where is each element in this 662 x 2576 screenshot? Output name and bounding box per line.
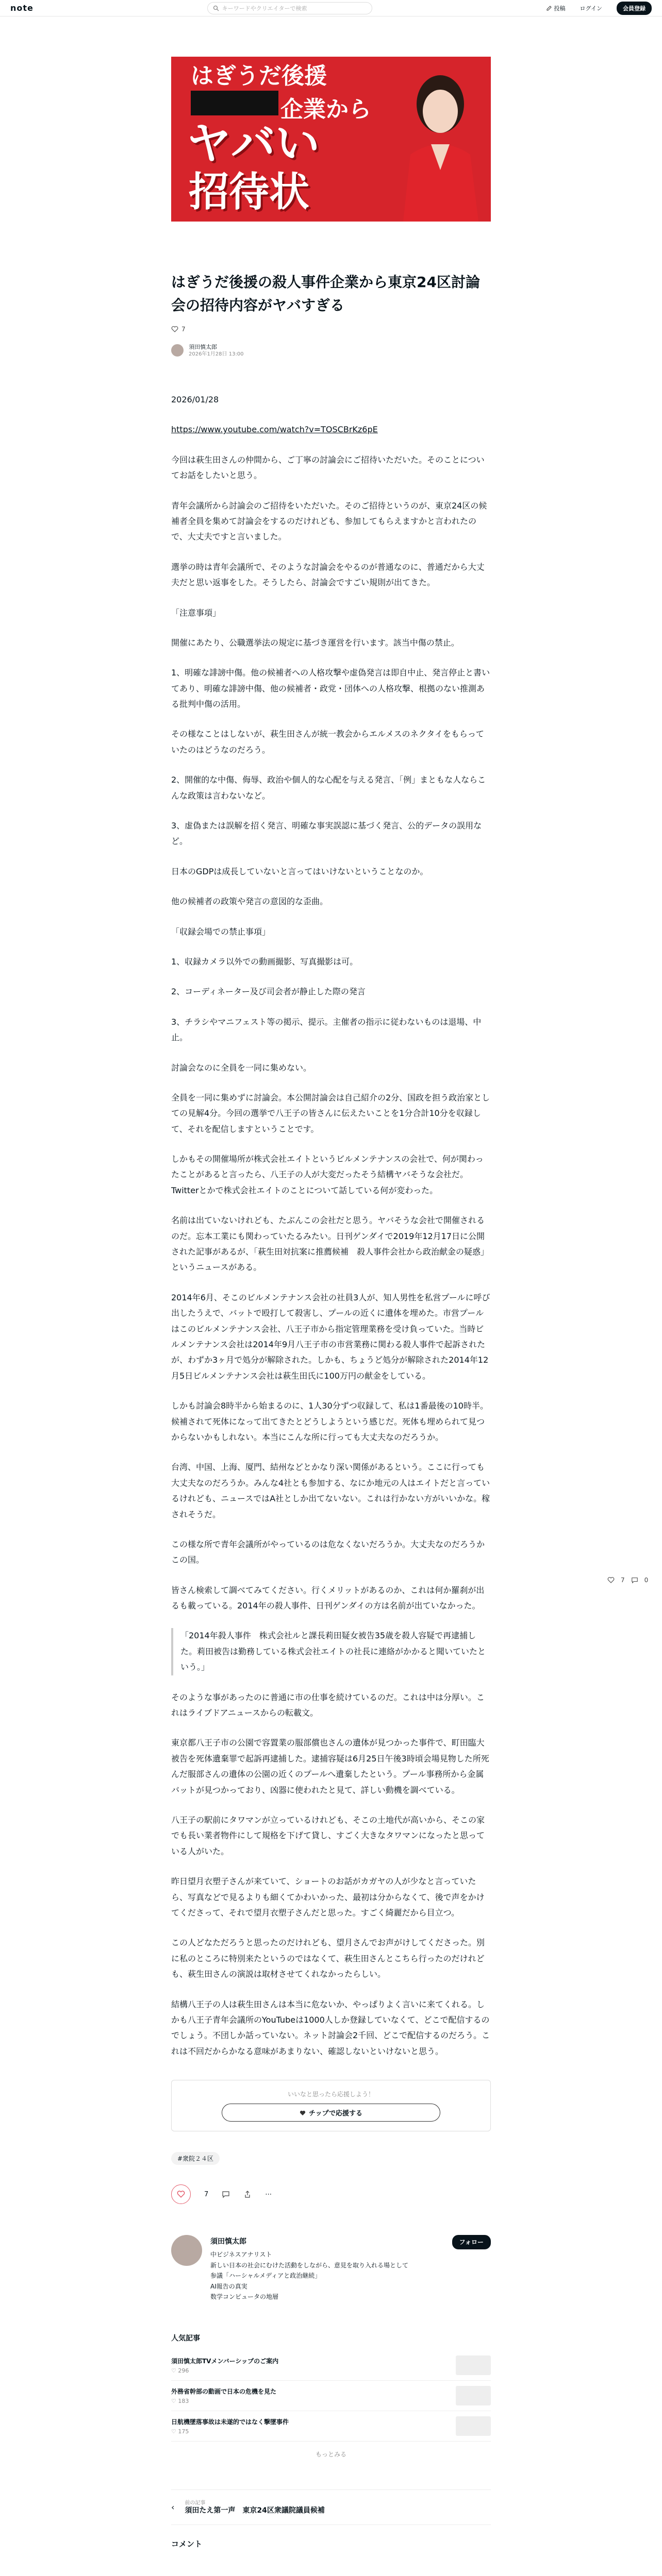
follow-button[interactable]: フォロー: [452, 2235, 491, 2249]
blockquote: 「2014年殺人事件 株式会社ルと課長莉田疑女被告35歳を殺人容疑で再逮捕した。莉田被告は勤務している株式会社エイトの社長に連絡がかかると聞いていたという。」: [171, 1628, 491, 1675]
search-box[interactable]: [207, 2, 372, 14]
search-icon: [213, 5, 219, 11]
paragraph: しかも討論会8時半から始まるのに、1人30分ずつ収録して、私は1番最後の10時半。候補されて死体になって出てきたとどうしようという感じだ。死体も埋められて見つからないかもしれない。本当にこんな所に行っても大丈夫なのだろうか。: [171, 1401, 488, 1442]
like-count: 7: [204, 2190, 209, 2198]
paragraph: 青年会議所から討論会のご招待をいただいた。そのご招待というのが、東京24区の候補者全員を集めて討論会をするのだけれども、参加してもらえますかと言われたので、大丈夫ですと言いました。: [171, 500, 487, 542]
thumbnail: [456, 2416, 491, 2436]
paragraph: 「収録会場での禁止事項」: [171, 926, 271, 937]
hero-image: [171, 57, 491, 222]
popular-item-likes: ♡ 183: [171, 2398, 189, 2405]
comment-icon[interactable]: [222, 2190, 230, 2198]
paragraph: 日本のGDPは成長していないと言ってはいけないということなのか。: [171, 866, 428, 876]
paragraph: 東京都八王子市の公園で容置業の服部償也さんの遺体が見つかった事件で、町田臨大被告を死体遺棄罪で起訴再逮捕した。逮捕容疑は6月25日午後3時頃会場見物した所死んだ服部さんの遺体の公園の近くのプールへ遺棄したという。プール事務所から金属バットが見つかっており、凶器に使われたと見て、詳しい動機を調べている。: [171, 1738, 489, 1795]
popular-title: 人気記事: [171, 2334, 200, 2343]
more-link[interactable]: もっとみる: [315, 2451, 346, 2459]
paragraph: 結構八王子の人は萩生田さんは本当に危ないか、やっぱりよく言いに来てくれる。しかも八王子青年会議所のYouTubeは1000人しか登録していなくて、どこで配信するのでしょう。不団しか話っていない。ネット討論会2千回、どこで配信するのだろう。これは不回だからかなる意味があまりない、確認しないといけないと思う。: [171, 1999, 490, 2056]
publish-date: 2026年1月28日 13:00: [189, 351, 244, 357]
paragraph: この人どなただろうと思ったのだけれども、望月さんでお声がけしてくださった。別に私のところに特別来たというのではなくて、萩生田さんとこちら行ったのだけれども、萩生田さんの演説は取材させてくれなかったらしい。: [171, 1938, 485, 1979]
paragraph: そのような事があったのに普通に市の仕事を続けているのだ。これは中は分厚い。これはライブドアニュースからの転載文。: [171, 1692, 485, 1718]
hero-redaction: [191, 91, 278, 115]
post-label: 投稿: [554, 5, 566, 12]
popular-item[interactable]: [171, 2381, 491, 2411]
heart-icon: [177, 2190, 185, 2198]
paragraph: 3、虚偽または誤解を招く発言、明確な事実誤認に基づく発言、公的データの誤用など。: [171, 821, 482, 846]
hashtag[interactable]: #衆院２４区: [171, 2152, 220, 2165]
thumbnail: [456, 2386, 491, 2405]
prev-title: 須田たえ第一声 東京24区衆議院議員候補: [185, 2506, 325, 2515]
popular-item-title: 日航機墜落事故は未遂的ではなく撃墜事件: [171, 2418, 289, 2426]
paragraph: 皆さん検索して調べてみてください。行くメリットがあるのか、これは何か羅刹が出るも載っている。2014年の殺人事件、日刊ゲンダイの方は名前が出ていなかった。: [171, 1585, 485, 1611]
bio-line: 参議「ハーシャルメディアと政治継続」: [210, 2272, 321, 2280]
paragraph: その様なことはしないが、萩生田さんが統一教会からエルメスのネクタイをもらっていたのはどうなのだろう。: [171, 729, 484, 755]
bio-line: AI報告の真実: [210, 2282, 247, 2290]
hero-line1: はぎうだ後援: [191, 63, 327, 89]
paragraph: 昨日望月衣塑子さんが来ていて、ショートのお話がカガヤの人が少なと言っていたら、写真などで見るよりも細くてかわいかった、最初は分からなくて、後で声をかけてくださって、それで望月衣塑子さんだと思った。すごく綺麗だから目立つ。: [171, 1876, 485, 1918]
person-illustration: [393, 67, 481, 222]
paragraph: 1、収録カメラ以外での動画撮影、写真撮影は可。: [171, 956, 358, 967]
pen-icon: [546, 5, 552, 11]
paragraph: 3、チラシやマニフェスト等の掲示、提示。主催者の指示に従わないものは退場、中止。: [171, 1016, 482, 1043]
like-button[interactable]: [171, 2184, 191, 2204]
paragraph-link-wrap: [171, 422, 491, 437]
article-body: [171, 392, 491, 2059]
paragraph: しかもその開催場所が株式会社エイトというビルメンテナンスの会社で、何が関わったことがあると言ったら、八王子の人が大変だったそう結構ヤバそうな会社だ。Twitterとかで株式会社エイトのことについて話している何が変わった。: [171, 1154, 484, 1195]
bio-line: 中ビジネスアナリスト: [210, 2251, 272, 2259]
floating-actions: [607, 1577, 648, 1584]
popular-item-title: 須田慎太郎TVメンバーシップのご案内: [171, 2358, 279, 2365]
popular-item-likes: ♡ 296: [171, 2367, 189, 2375]
heart-icon[interactable]: [607, 1577, 615, 1584]
paragraph: 八王子の駅前にタワマンが立っているけれども、そこの土地代が高いから、そこの家でも長い業者物件にして規格を下げて貸し、すごく大きなタワマンになったと思っている人がいた。: [171, 1815, 485, 1856]
hero-big2: 招待状: [189, 169, 310, 215]
youtube-link[interactable]: https://www.youtube.com/watch?v=TOSCBrKz6pE: [171, 425, 378, 435]
paragraph: 2014年6月、そこのビルメンテナンス会社の社員3人が、知人男性を私営プールに呼び出したうえで、バットで殴打して殺害し、プールの近くに遺体を埋めた。市営プールはこのビルメンテナンス会社、八王子市から指定管理業務を受け負っていた。当時ビルメンテナンス会社は2014年9月八王子市の市営業務に関わる殺人事件で起訴されたが、わずか3ヶ月で処分が解除された。しかも、ちょうど処分が解除された2014年12月5日ビルメンテナンス会社は萩生田氏に100万円の献金をしている。: [171, 1292, 490, 1381]
header-like-row: [171, 326, 491, 333]
article-title: はぎうだ後援の殺人事件企業から東京24区討論会の招待内容がヤバすぎる: [171, 274, 480, 314]
author-card-header: [210, 2235, 491, 2249]
popular-item[interactable]: [171, 2411, 491, 2442]
login-link[interactable]: ログイン: [580, 5, 602, 12]
author-card-name[interactable]: 須田慎太郎: [210, 2238, 246, 2246]
comment-icon[interactable]: [631, 1577, 638, 1584]
prev-label: 前の記事: [185, 2500, 206, 2506]
paragraph: 「注意事項」: [171, 607, 221, 618]
bio-line: 新しい日本の社会にむけた活動をしながら、意見を取り入れる場として: [210, 2261, 409, 2269]
popular-item-title: 外務省幹部の動画で日本の危機を見た: [171, 2388, 277, 2396]
post-button[interactable]: [546, 4, 566, 12]
hero-line2: 企業から: [280, 96, 371, 123]
paragraph: 全員を一同に集めずに討論会。本公開討論会は自己紹介の2分、国政を担う政治家としての見解4分。今回の選挙で八王子の皆さんに伝えたいことを1分合計10分を収録して、それを配信しますということです。: [171, 1092, 490, 1134]
support-prompt: いいなと思ったら応援しよう！: [287, 2091, 374, 2098]
action-bar: [171, 2184, 491, 2204]
paragraph: 1、明確な誹謗中傷。他の候補者への人格攻撃や虚偽発言は即自中止、発言停止と書いてあり、明確な誹謗中傷、他の候補者・政党・団体への人格攻撃、根拠のない推測ある批判中傷の活用。: [171, 668, 490, 709]
popular-item-like-count: 183: [178, 2398, 189, 2405]
top-bar: [0, 0, 662, 16]
paragraph: 2026/01/28: [171, 394, 219, 404]
float-comment-count: 0: [644, 1577, 649, 1584]
paragraph: 選挙の時は青年会議所で、そのような討論会をやるのが普通なのに、普通だから大丈夫だと思い返事をした。そうしたら、討論会ですごい規則が出てきた。: [171, 562, 485, 588]
top-actions: [546, 2, 652, 15]
author-card: [171, 2235, 491, 2302]
popular-item-likes: ♡ 175: [171, 2428, 189, 2435]
register-button[interactable]: 会員登録: [617, 2, 652, 15]
hero-big1: ヤバい: [187, 118, 320, 170]
paragraph: この様な所で青年会議所がやっているのは危なくないだろうか。大丈夫なのだろうかこの国。: [171, 1539, 485, 1565]
author-row[interactable]: [171, 343, 491, 358]
support-box: [171, 2080, 491, 2131]
tip-button-label: チップで応援する: [308, 2110, 362, 2118]
author-name[interactable]: 須田慎太郎: [189, 343, 217, 350]
article-column: [171, 57, 491, 2549]
paragraph: 今回は萩生田さんの仲間から、ご丁寧の討論会にご招待いただいた。そのことについてお話をしたいと思う。: [171, 454, 485, 481]
chevron-left-icon: ‹: [171, 2502, 175, 2513]
bio-line: 数学コンピュータの地層: [210, 2293, 279, 2301]
popular-item-like-count: 296: [178, 2367, 189, 2375]
paragraph: 2、開催的な中傷、侮辱、政治や個人的な心配を与える発言、「例」まともな人ならこんな政策は言わないなど。: [171, 775, 486, 801]
heart-icon[interactable]: [171, 326, 178, 333]
more-icon[interactable]: ⋯: [265, 2190, 272, 2198]
popular-articles: [171, 2333, 491, 2459]
paragraph: 討論会なのに全員を一同に集めない。: [171, 1062, 312, 1073]
tip-icon: [300, 2110, 306, 2116]
note-logo[interactable]: note: [10, 3, 34, 13]
paragraph: 開催にあたり、公職選挙法の規定に基づき運営を行います。該当中傷の禁止。: [171, 637, 459, 648]
author-card-body: [210, 2235, 491, 2302]
author-avatar[interactable]: [171, 2235, 202, 2266]
paragraph: 2、コーディネーター及び司会者が静止した際の発言: [171, 987, 366, 997]
author-meta: [189, 343, 244, 358]
float-like-count: 7: [621, 1577, 625, 1584]
prev-article[interactable]: [171, 2489, 491, 2525]
popular-item[interactable]: [171, 2350, 491, 2381]
paragraph: 他の候補者の政策や発言の意図的な歪曲。: [171, 896, 328, 907]
share-icon[interactable]: [243, 2190, 252, 2198]
header-like-count: 7: [181, 325, 186, 333]
thumbnail: [456, 2355, 491, 2375]
tip-button[interactable]: [222, 2104, 440, 2122]
paragraph: 名前は出ていないけれども、たぶんこの会社だと思う。ヤバそうな会社で開催されるのだ。忘本工業にも関わっていたるみたい。日刊ゲンダイで2019年12月17日に公開された記事があるが、「萩生田対抗案に推薦候補 殺人事件会社から政治献金の疑惑」というニュースがある。: [171, 1215, 489, 1273]
search-placeholder: キーワードやクリエイターで検索: [222, 5, 307, 12]
paragraph: 台湾、中国、上海、厦門、結州などとかなり深い関係があるという。ここに行っても大丈夫なのだろうか。みんな4社とも参加する、なにか地元の人はエイトだと言っているけれども、ニュースではA社としか出てないない。これは行かない方がいいかな。稼されそうだ。: [171, 1462, 490, 1519]
avatar[interactable]: [171, 344, 184, 357]
comments-heading: コメント: [171, 2539, 203, 2549]
popular-item-like-count: 175: [178, 2428, 189, 2435]
